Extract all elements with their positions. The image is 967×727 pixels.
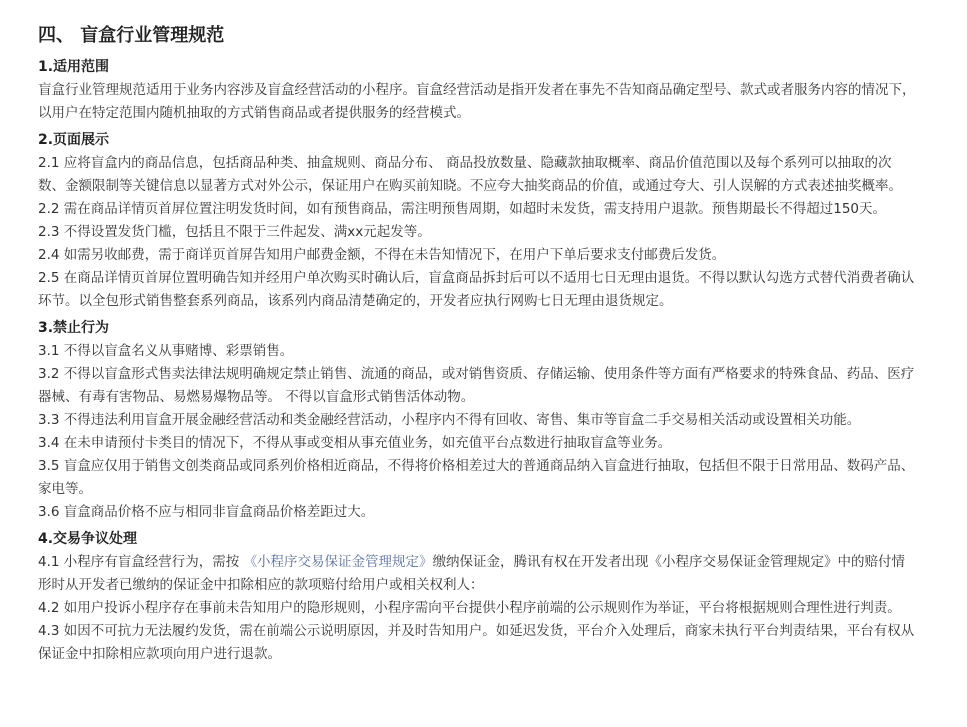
paragraph: 盲盒行业管理规范适用于业务内容涉及盲盒经营活动的小程序。盲盒经营活动是指开发者在事先不告知商品确定型号、款式或者服务内容的情况下，以用户在特定范围内随机抽取的方式销售商品或者提供服务的经营模式。 bbox=[38, 82, 916, 121]
paragraph: 2.1 应将盲盒内的商品信息，包括商品种类、抽盒规则、商品分布、 商品投放数量、隐藏款抽取概率、商品价值范围以及每个系列可以抽取的次数、金额限制等关键信息以显著方式对外公示，保证用户在购买前知晓。不应夸大抽奖商品的价值，或通过夸大、引人误解的方式表述抽奖概率。 bbox=[38, 155, 902, 194]
paragraph: 3.1 不得以盲盒名义从事赌博、彩票销售。 bbox=[38, 343, 294, 359]
section-title: 3.禁止行为 bbox=[38, 320, 110, 336]
section-prohibited bbox=[38, 317, 967, 524]
paragraph-text: 缴纳保证金，腾讯有权在开发者出现《小程序交易保证金管理规定》中的赔付情形时从开发者已缴纳的保证金中扣除相应的款项赔付给用户或相关权利人： bbox=[38, 554, 906, 593]
paragraph: 4.3 如因不可抗力无法履约发货，需在前端公示说明原因，并及时告知用户。如延迟发货，平台介入处理后，商家未执行平台判责结果，平台有权从保证金中扣除相应款项向用户进行退款。 bbox=[38, 623, 915, 662]
section-title: 2.页面展示 bbox=[38, 132, 110, 148]
paragraph: 2.4 如需另收邮费，需于商详页首屏告知用户邮费金额，不得在未告知情况下，在用户下单后要求支付邮费后发货。 bbox=[38, 247, 726, 263]
section-title: 4.交易争议处理 bbox=[38, 531, 138, 547]
paragraph: 4.2 如用户投诉小程序存在事前未告知用户的隐形规则，小程序需向平台提供小程序前端的公示规则作为举证，平台将根据规则合理性进行判责。 bbox=[38, 600, 901, 616]
paragraph: 3.5 盲盒应仅用于销售文创类商品或同系列价格相近商品，不得将价格相差过大的普通商品纳入盲盒进行抽取，包括但不限于日常用品、数码产品、家电等。 bbox=[38, 458, 915, 497]
paragraph: 3.2 不得以盲盒形式售卖法律法规明确规定禁止销售、流通的商品，或对销售资质、存储运输、使用条件等方面有严格要求的特殊食品、药品、医疗器械、有毒有害物品、易燃易爆物品等。 不得以盲盒形式销售活体动物。 bbox=[38, 366, 915, 405]
paragraph: 3.6 盲盒商品价格不应与相同非盲盒商品价格差距过大。 bbox=[38, 504, 375, 520]
section-title: 1.适用范围 bbox=[38, 59, 110, 75]
paragraph: 3.3 不得违法利用盲盒开展金融经营活动和类金融经营活动，小程序内不得有回收、寄售、集市等盲盒二手交易相关活动或设置相关功能。 bbox=[38, 412, 861, 428]
section-page-display bbox=[38, 129, 967, 313]
paragraph: 3.4 在未申请预付卡类目的情况下，不得从事或变相从事充值业务，如充值平台点数进行抽取盲盒等业务。 bbox=[38, 435, 672, 451]
paragraph-text: 4.1 小程序有盲盒经营行为，需按 bbox=[38, 554, 244, 570]
paragraph: 2.3 不得设置发货门槛，包括且不限于三件起发、满xx元起发等。 bbox=[38, 224, 431, 240]
section-scope bbox=[38, 56, 967, 125]
deposit-rules-link[interactable]: 《小程序交易保证金管理规定》 bbox=[243, 554, 433, 570]
section-dispute bbox=[38, 528, 967, 666]
paragraph: 2.5 在商品详情页首屏位置明确告知并经用户单次购买时确认后，盲盒商品拆封后可以不适用七日无理由退货。不得以默认勾选方式替代消费者确认环节。以全包形式销售整套系列商品，该系列内商品清楚确定的，开发者应执行网购七日无理由退货规定。 bbox=[38, 270, 915, 309]
paragraph bbox=[38, 551, 967, 597]
page-title: 四、 盲盒行业管理规范 bbox=[38, 25, 225, 46]
paragraph: 2.2 需在商品详情页首屏位置注明发货时间，如有预售商品，需注明预售周期，如超时未发货，需支持用户退款。预售期最长不得超过150天。 bbox=[38, 201, 887, 217]
